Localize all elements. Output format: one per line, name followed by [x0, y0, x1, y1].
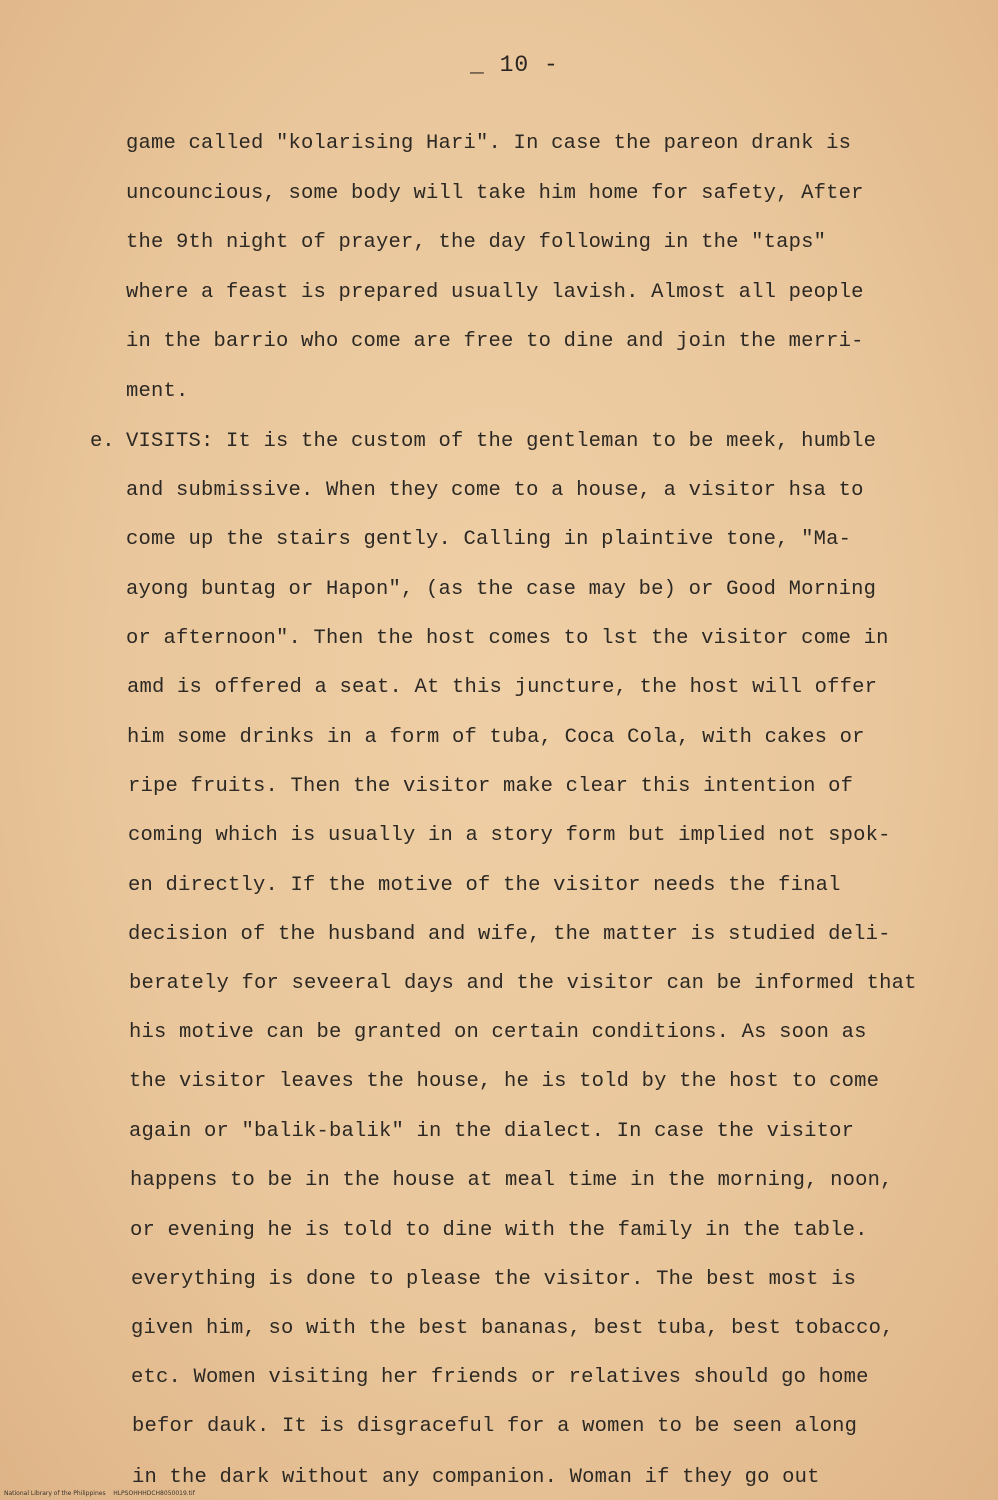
- text-line: his motive can be granted on certain conditions. As soon as: [129, 1021, 867, 1044]
- text-line: in the barrio who come are free to dine and join the merri-: [126, 330, 864, 353]
- text-line: uncouncious, some body will take him home for safety, After: [126, 182, 864, 205]
- text-line: everything is done to please the visitor. The best most is: [131, 1268, 857, 1291]
- text-line: befor dauk. It is disgraceful for a women to be seen along: [132, 1415, 858, 1438]
- text-line: coming which is usually in a story form but implied not spok-: [128, 824, 891, 847]
- section-marker: e.: [90, 430, 115, 453]
- text-line: decision of the husband and wife, the matter is studied deli-: [128, 923, 891, 946]
- text-line: or evening he is told to dine with the family in the table.: [130, 1219, 868, 1242]
- text-line: VISITS: It is the custom of the gentleman to be meek, humble: [126, 430, 877, 453]
- text-line: amd is offered a seat. At this juncture, the host will offer: [127, 676, 878, 699]
- text-line: the visitor leaves the house, he is told by the host to come: [129, 1070, 880, 1093]
- text-line: or afternoon". Then the host comes to lst the visitor come in: [126, 627, 889, 650]
- page-number: _ 10 -: [470, 52, 559, 78]
- text-line: again or "balik-balik" in the dialect. In case the visitor: [129, 1120, 855, 1143]
- text-line: the 9th night of prayer, the day following in the "taps": [126, 231, 827, 254]
- text-line: happens to be in the house at meal time in the morning, noon,: [130, 1169, 893, 1192]
- text-line: berately for seveeral days and the visitor can be informed that: [129, 972, 917, 995]
- text-line: and submissive. When they come to a house, a visitor hsa to: [126, 479, 864, 502]
- text-line: him some drinks in a form of tuba, Coca Cola, with cakes or: [127, 726, 865, 749]
- text-line: come up the stairs gently. Calling in plaintive tone, "Ma-: [126, 528, 852, 551]
- text-line: given him, so with the best bananas, best tuba, best tobacco,: [131, 1317, 894, 1340]
- text-line: en directly. If the motive of the visitor needs the final: [128, 874, 841, 897]
- scan-footer: National Library of the Philippines HLPSOHHHDCH8050019.tif: [4, 1490, 195, 1497]
- text-line: in the dark without any companion. Woman if they go out: [132, 1466, 820, 1489]
- text-line: where a feast is prepared usually lavish. Almost all people: [126, 281, 864, 304]
- text-line: ripe fruits. Then the visitor make clear this intention of: [128, 775, 854, 798]
- text-line: ayong buntag or Hapon", (as the case may be) or Good Morning: [126, 578, 877, 601]
- text-line: game called "kolarising Hari". In case the pareon drank is: [126, 132, 852, 155]
- text-line: ment.: [126, 380, 189, 403]
- text-line: etc. Women visiting her friends or relatives should go home: [131, 1366, 869, 1389]
